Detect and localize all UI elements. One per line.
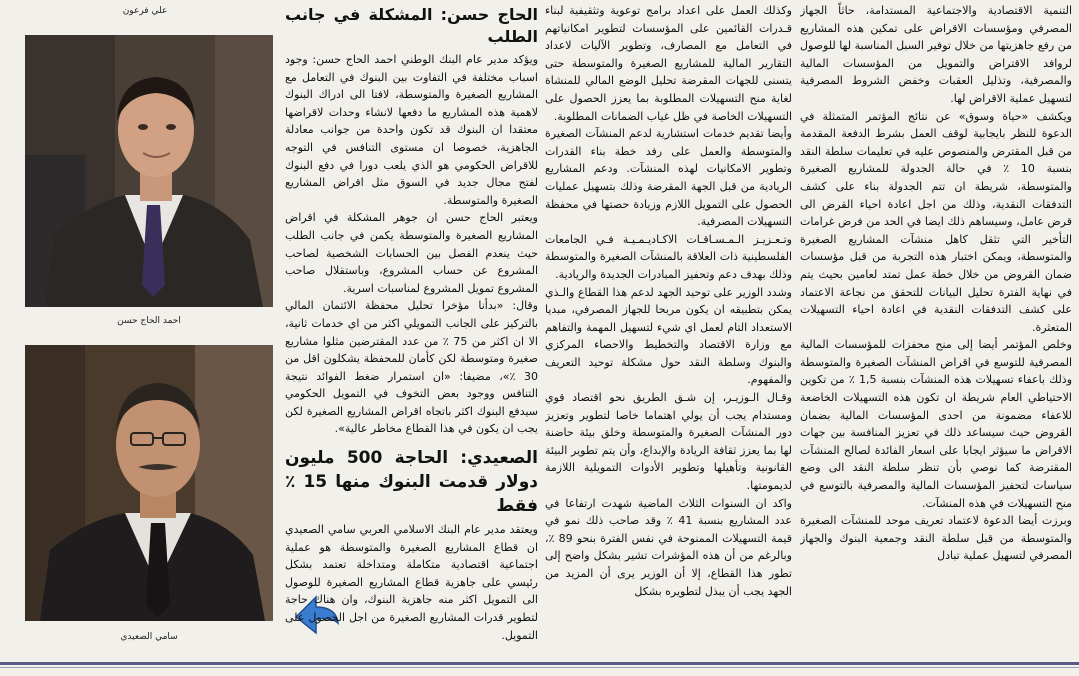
paragraph: وقال: «بدأنا مؤخرا تحليل محفظة الائتمان المالي بالتركيز على الجانب التمويلي اكثر من اي خدمات ثانية، الا ان اكثر من 75 ٪ من عدد المقترضين مثلوا مشاريع صغيرة ومتوسطة لكن كأمان للمحفظة يشكلون اقل من 30 ٪»، مضيفا: «ان استمرار ضغط الفوائد نتيجة التنافس ووجود بعض التخوف في التمويل الحكومي سيدفع البنوك اكثر باتجاه اقراض المشاريع الصغيرة لكن يجب ان يكون في هذا القطاع مخاطر عالية». [285, 299, 538, 436]
headline-hajj-hassan: الحاج حسن: المشكلة في جانب الطلب [285, 5, 538, 46]
paragraph: وشدد الوزير على توحيد الجهد لدعم هذا القطاع والـذي يمكن بتطبيقه ان يكون مربحا للجهاز المصرفي، مبديا الاستعداد التام لعمل اي شيء لتسهيل المهمة والتفاهم مع وزارة الاقتصاد والتخطيط والاحصاء المركزي والبنوك وسلطة النقد حول مشكلة توحيد التعريف والمفهوم. [545, 285, 792, 387]
paragraph: التنمية الاقتصادية والاجتماعية المستدامة، حاثاً الجهاز المصرفي ومؤسسات الاقراض على تمكين هذه المشاريع من رفع جاهزيتها من خلال توفير السبل المناسبة لها للوصول لروافد الاقتراض والتمويل من المؤسسات المالية والمصرفية، وتذليل العقبات وخفض الشروط المصرفية لتسهيل عملية الاقراض لها. [800, 4, 1072, 105]
article-column-left [285, 2, 538, 657]
paragraph: ويؤكد مدير عام البنك الوطني احمد الحاج حسن: وجود اسباب مختلفة في التفاوت بين البنوك في التعامل مع المشاريع الصغيرة والمتوسطة، لافتا الى ادراك البنوك لاهمية هذه المشاريع ما دفعها لانشاء وحدات لاقراضها معتقدا ان البنوك قد تكون واحدة من جوانب معادلة الجاهزية، خصوصا ان مستوى التنافس في التوجه للاقراض الحكومي هو الذي يلعب دورا في دفع البنوك لفتح مجال جديد في السوق مثل اقراض المشاريع الصغيرة والمتوسطة. [285, 53, 538, 207]
photo1-caption: احمد الحاج حسن [117, 316, 181, 326]
article-column-right [800, 2, 1072, 657]
paragraph: وكذلك العمل على اعداد برامج توعوية وتثقيفية لبناء قـدرات القائمين على المؤسسات لتطوير امكانياتهم في التعامل مع المصارف، وتطوير الآليات لاعداد التقارير المالية للمشاريع الصغيرة والمتوسطة حتى يتسنى للجهات المقرضة تحليل الوضع المالي للمنشاة لغاية منح التسهيلات المطلوبة بما يعزز الحصول على التسهيلات الخاصة في ظل غياب الضمانات المطلوبة. [545, 4, 792, 123]
paragraph: ويكشف «حياة وسوق» عن نتائج المؤتمر المتمثلة في الدعوة للنظر بايجابية لوقف العمل بشرط الدفعة المقدمة من قبل المقترض والمنصوص عليه في تعليمات سلطة النقد بنسبة 10 ٪ في حالة الجدولة للمشاريع الصغيرة والمتوسطة، شريطة ان تتم الجدولة بناء على كشف التدفقات النقدية، وذلك من اجل اعادة احياء القرض الى قرض عامل، وسيساهم ذلك ايضا في الحد من فرض غرامات التأخير التي تثقل كاهل منشآت المشاريع الصغيرة والمتوسطة، ويمكن اختبار هذه التجربة من قبل مؤسسات ضمان القروض من خلال خطة عمل تمتد لعامين بحيث يتم في نهاية الفترة تحليل البيانات للتحقق من نجاعة الاعتماد على كشف التدفقات النقدية في اعادة احياء التسهيلات المتعثرة. [800, 109, 1072, 334]
paragraph: ويعتقد مدير عام البنك الاسلامي العربي سامي الصعيدي ان قطاع المشاريع الصغيرة والمتوسطة هو عملية اجتماعية اقتصادية متكاملة ومتداخلة تعتمد بشكل رئيسي على جاهزية قطاع المشاريع الصغيرة للوصول الى التمويل اكثر منه جاهزية البنوك، وان هناك حاجة لتطوير قدرات المشاريع الصغيرة من اجل الحصول على التمويل. [285, 523, 538, 642]
portrait-illustration-2 [25, 345, 273, 621]
paragraph: وخلص المؤتمر أيضا إلى منح محفزات للمؤسسات المالية المصرفية للتوسع في اقراض المنشآت الصغيرة والمتوسطة وذلك باعفاء تسهيلات هذه المنشآت بنسبة 1,5 ٪ من تكوين الاحتياطي العام شريطة ان تكون هذه التسهيلات الخاضعة للاعفاء مضمونة من احدى المؤسسات المالية بضمان القروض حيث سيساعد ذلك في تعزيز المنافسة بين جهات الاقراض ما سيؤثر ايجابا على اسعار الفائدة لصالح المنشآت المقترضة كما نوصي بأن تنظر سلطة النقد الى وضع سياسات لتحفيز المؤسسات المالية والمصرفية بالتوسع في منح التسهيلات في هذه المنشآت. [800, 338, 1072, 510]
top-photo-caption: علي فرعون [122, 6, 168, 16]
paragraph: وقـال الـوزيـر، إن شـق الطريق نحو اقتصاد قوي ومستدام يجب أن يولي اهتماما خاصا لتطوير وتعزيز دور المنشآت الصغيرة والمتوسطة وخلق بيئة حاضنة لها بما يعزز ثقافة الريادة والإبداع، وأن يتم تطوير البيئة القانونية وتأهيلها وتطوير الأدوات التمويلية اللازمة لديمومتها. [545, 391, 792, 493]
article-column-middle [545, 2, 792, 657]
paragraph: وبرزت أيضا الدعوة لاعتماد تعريف موحد للمنشآت الصغيرة والمتوسطة من قبل سلطة النقد وجمعية البنوك والجهاز المصرفي لتسهيل عملية تبادل [800, 514, 1072, 563]
paragraph: وتـعـزيـز الـمـسـاقـات الاكـاديـمـيـة فـي الجامعات الفلسطينية ذات العلاقة بالمنشآت الصغيرة والمتوسطة وذلك بهدف دعم وتحفيز المبادرات الجديدة والريادية. [545, 232, 792, 281]
photo2-caption: سامي الصعيدي [120, 632, 178, 642]
footer-rule-thin [0, 667, 1079, 668]
footer-rule [0, 662, 1079, 665]
portrait-illustration-1 [25, 35, 273, 307]
headline-saidi: الصعيدي: الحاجة 500 مليون دولار قدمت البنوك منها 15 ٪ فقط [285, 448, 538, 517]
paragraph: ويعتبر الحاج حسن ان جوهر المشكلة في اقراض المشاريع الصغيرة والمتوسطة يكمن في جانب الطلب حيث ينعدم الفصل بين الحسابات الشخصية لصاحب المشروع عن حساب المشروع، وباستقلال صاحب المشروع تمويل المشروع لمناسبات اسرية. [285, 211, 538, 295]
photo-ahmad-hajj-hassan [25, 35, 273, 307]
paragraph: وأيضا تقديم خدمات استشارية لدعم المنشآت الصغيرة والمتوسطة والعمل على رفد خطة بناء القدرات وتطوير الامكانيات لهذه المنشآت. ودعم المشاريع الريادية من قبل الجهة المقرضة وذلك بتسهيل عمليات الحصول على التمويل اللازم وزيادة حصتها في محفظة التسهيلات المصرفية. [545, 127, 792, 229]
paragraph: واكد ان السنوات الثلاث الماضية شهدت ارتفاعا في عدد المشاريع بنسبة 41 ٪ وقد صاحب ذلك نمو في قيمة التسهيلات الممنوحة في نفس الفترة بنحو 89 ٪، وبالرغم من أن هذه المؤشرات تشير بشكل واضح إلى تطور هذا القطاع، إلا أن الوزير يرى أن المزيد من الجهد يجب أن يبذل لتطويره بشكل [545, 496, 792, 598]
photo-sami-saidi [25, 345, 273, 621]
